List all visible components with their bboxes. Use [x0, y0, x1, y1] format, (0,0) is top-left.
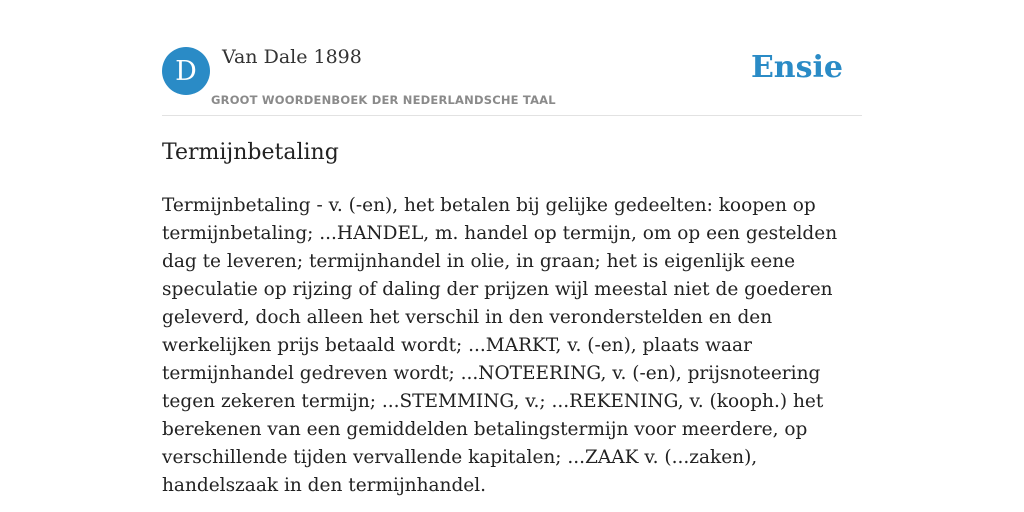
source-title[interactable]: Van Dale 1898: [222, 46, 362, 68]
source-avatar: [162, 47, 210, 95]
avatar-letter: D: [175, 55, 197, 87]
header-divider: [162, 115, 862, 116]
entry-definition: Termijnbetaling - v. (-en), het betalen bij gelijke gedeelten: koopen op termijnbetaling; ...HANDEL, m. handel op termijn, om op een gestelden dag te leveren; termijnhandel in olie, in graan; het is eigenlijk eene speculatie op rijzing of daling der prijzen wijl meestal niet de goederen geleverd, doch alleen het verschil in den veronderstelden en den werkelijken prijs betaald wordt; ...MARKT, v. (-en), plaats waar termijnhandel gedreven wordt; ...NOTEERING, v. (-en), prijsnoteering tegen zekeren termijn; ...STEMMING, v.; ...REKENING, v. (kooph.) het berekenen van een gemiddelden betalingstermijn voor meerdere, op verschillende tijden vervallende kapitalen; ...ZAAK v. (...zaken), handelszaak in den termijnhandel.: [162, 195, 838, 496]
entry-title: Termijnbetaling: [162, 140, 339, 165]
brand-logo[interactable]: Ensie: [750, 50, 843, 85]
source-subtitle: GROOT WOORDENBOEK DER NEDERLANDSCHE TAAL: [211, 93, 556, 107]
